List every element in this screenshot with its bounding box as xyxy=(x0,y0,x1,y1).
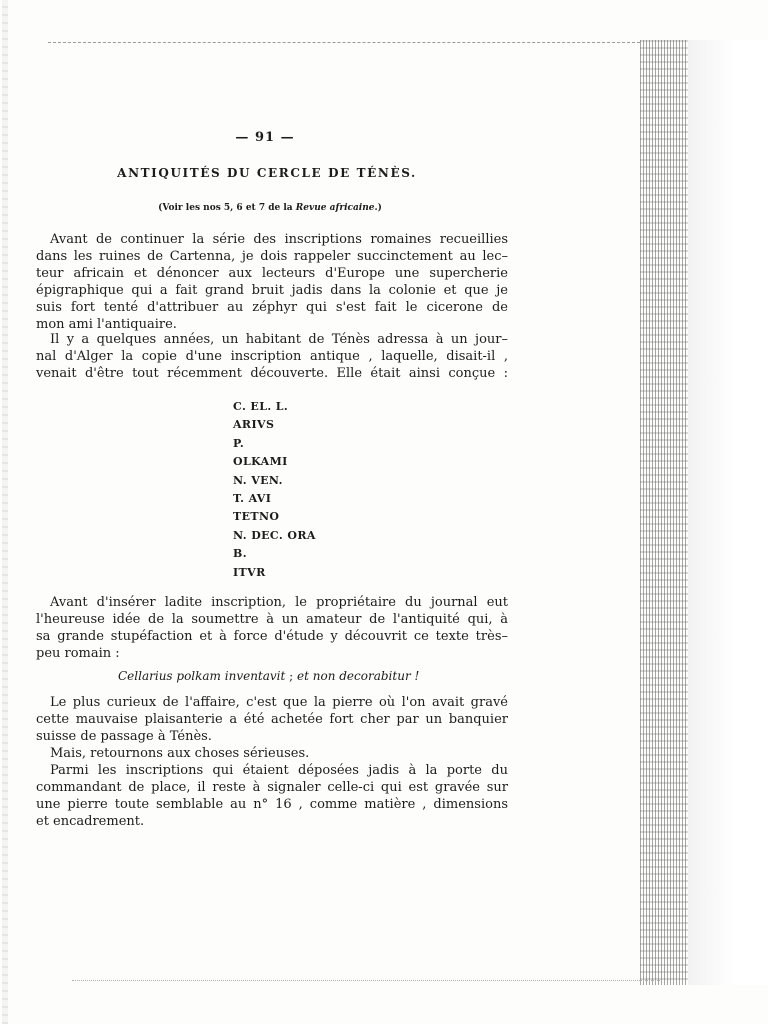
scan-binding-edge xyxy=(640,40,688,985)
inscription-line: TETNO xyxy=(233,510,280,524)
page-number: — 91 — xyxy=(235,130,295,145)
text-line: Avant de continuer la série des inscriptions romaines recueillies xyxy=(50,232,508,247)
quote-separator: ; xyxy=(285,669,298,683)
text-line: et encadrement. xyxy=(36,814,145,829)
inscription-line: T. AVI xyxy=(233,491,272,505)
paragraph-2 xyxy=(36,331,508,382)
text-line: teur africain et dénoncer aux lecteurs d'Europe une supercherie xyxy=(36,266,508,281)
text-line: Le plus curieux de l'affaire, c'est que la pierre où l'on avait gravé xyxy=(50,695,508,710)
text-line: Mais, retournons aux choses sérieuses. xyxy=(50,746,310,761)
text-line: cette mauvaise plaisanterie a été achetée fort cher par un banquier xyxy=(36,712,508,727)
text-line: une pierre toute semblable au n° 16 , comme matière , dimensions xyxy=(36,797,508,812)
inscription-line: N. VEN. xyxy=(233,473,283,487)
paragraph-1 xyxy=(36,231,508,333)
text-line: Avant d'insérer ladite inscription, le propriétaire du journal eut xyxy=(50,595,508,610)
subtitle-journal: Revue africaine xyxy=(295,203,375,213)
inscription-line: B. xyxy=(233,547,247,561)
text-line: venait d'être tout récemment découverte. Elle était ainsi conçue : xyxy=(36,366,508,381)
quote-part-2: et non decorabitur ! xyxy=(297,669,420,683)
quote-part-1: Cellarius polkam inventavit xyxy=(118,669,286,683)
scan-top-line xyxy=(48,42,640,43)
paragraph-5 xyxy=(36,745,508,762)
paragraph-3 xyxy=(36,594,508,662)
text-line: dans les ruines de Cartenna, je dois rappeler succinctement au lec– xyxy=(36,249,508,264)
inscription-line: N. DEC. ORA xyxy=(233,528,316,542)
scan-bottom-line xyxy=(72,980,662,981)
quoted-text xyxy=(118,669,438,683)
text-line: l'heureuse idée de la soumettre à un amateur de l'antiquité qui, à xyxy=(36,612,508,627)
paragraph-6 xyxy=(36,762,508,830)
text-line: épigraphique qui a fait grand bruit jadis dans la colonie et que je xyxy=(36,283,508,298)
text-line: nal d'Alger la copie d'une inscription antique , laquelle, disait-il , xyxy=(36,349,508,364)
text-line: mon ami l'antiquaire. xyxy=(36,317,177,332)
inscription-line: P. xyxy=(233,436,245,450)
subtitle-text: (Voir les nos 5, 6 et 7 de la xyxy=(158,203,296,213)
inscription-line: ARIVS xyxy=(233,418,275,432)
text-line: commandant de place, il reste à signaler celle-ci qui est gravée sur xyxy=(36,780,508,795)
inscription-block xyxy=(233,398,353,582)
text-line: peu romain : xyxy=(36,646,120,661)
text-line: suisse de passage à Ténès. xyxy=(36,729,212,744)
scan-margin xyxy=(688,40,768,985)
inscription-line: ITVR xyxy=(233,565,266,579)
article-title: ANTIQUITÉS DU CERCLE DE TÉNÈS. xyxy=(117,166,417,180)
subtitle-end: .) xyxy=(374,203,382,213)
text-line: Il y a quelques années, un habitant de Ténès adressa à un jour– xyxy=(50,332,508,347)
text-line: sa grande stupéfaction et à force d'étude y découvrit ce texte très– xyxy=(36,629,508,644)
scan-left-edge xyxy=(2,0,8,1024)
article-subtitle xyxy=(120,203,420,213)
text-line: suis fort tenté d'attribuer au zéphyr qui s'est fait le cicerone de xyxy=(36,300,508,315)
inscription-line: OLKAMI xyxy=(233,455,288,469)
paragraph-4 xyxy=(36,694,508,745)
inscription-line: C. EL. L. xyxy=(233,400,289,413)
text-line: Parmi les inscriptions qui étaient déposées jadis à la porte du xyxy=(50,763,508,778)
